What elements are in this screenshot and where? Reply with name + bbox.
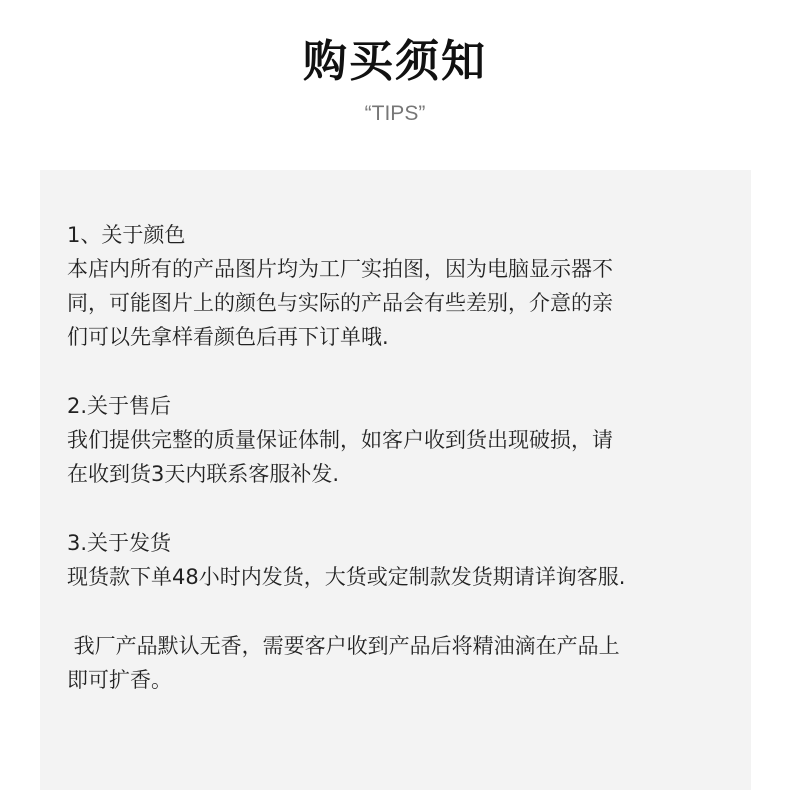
section-heading: 2.关于售后: [67, 394, 172, 418]
notice-content: [67, 218, 727, 732]
section-line: 同，可能图片上的颜色与实际的产品会有些差别，介意的亲: [67, 291, 613, 315]
section-after-sales: [67, 389, 727, 491]
section-line: 本店内所有的产品图片均为工厂实拍图，因为电脑显示器不: [67, 257, 613, 281]
section-line: 我们提供完整的质量保证体制，如客户收到货出现破损，请: [67, 428, 613, 452]
section-heading: 1、关于颜色: [67, 223, 186, 247]
section-line: 现货款下单48小时内发货，大货或定制款发货期请详询客服.: [67, 565, 626, 589]
section-line: 在收到货3天内联系客服补发.: [67, 462, 340, 486]
section-line: 们可以先拿样看颜色后再下订单哦.: [67, 325, 389, 349]
section-fragrance: [67, 629, 727, 697]
section-shipping: [67, 526, 727, 594]
section-line: 即可扩香。: [67, 668, 172, 692]
section-line: 我厂产品默认无香，需要客户收到产品后将精油滴在产品上: [67, 634, 620, 658]
notice-panel: [40, 170, 751, 790]
section-heading: 3.关于发货: [67, 531, 172, 555]
section-color: [67, 218, 727, 354]
page-title: 购买须知: [303, 36, 487, 87]
page-subtitle: “TIPS”: [364, 102, 426, 125]
